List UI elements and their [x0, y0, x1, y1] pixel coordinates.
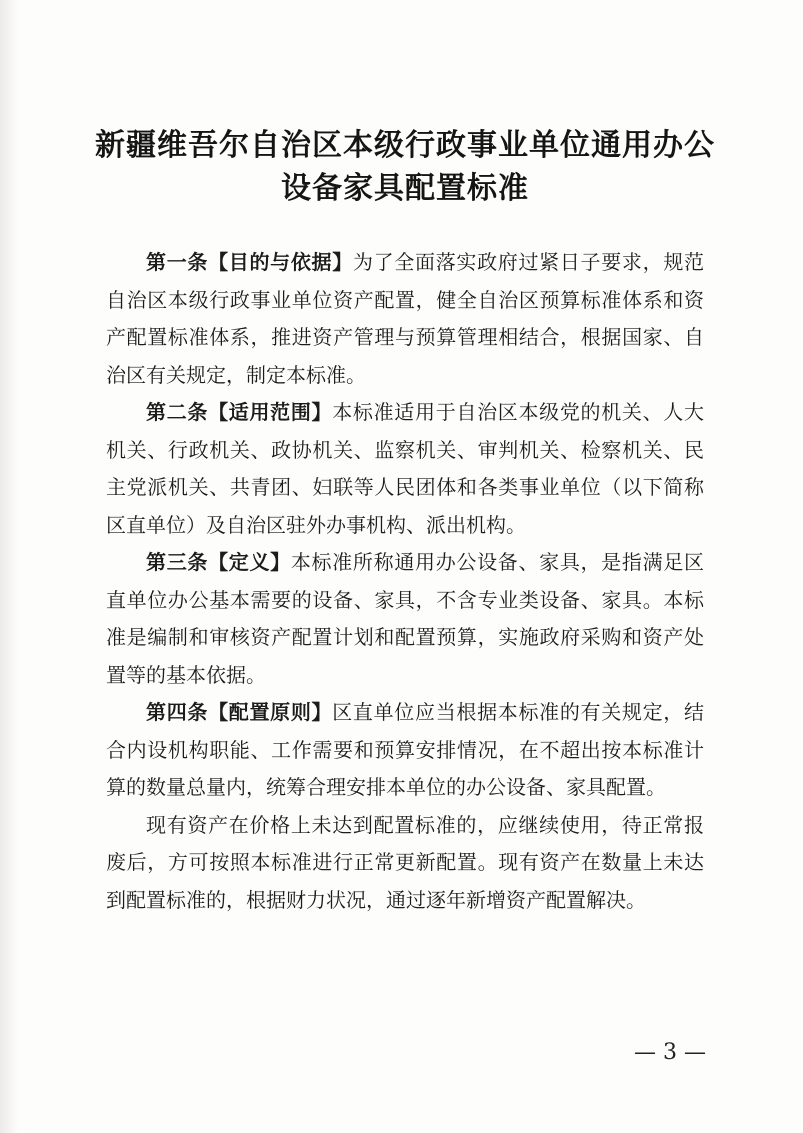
page-number: — 3 — — [634, 1040, 706, 1065]
article-2-paragraph — [106, 394, 704, 544]
article-1-text: 为了全面落实政府过紧日子要求，规范自治区本级行政事业单位资产配置，健全自治区预算标准体系和资产配置标准体系，推进资产管理与预算管理相结合，根据国家、自治区有关规定，制定本标准。 — [106, 250, 705, 387]
document-title-line-1: 新疆维吾尔自治区本级行政事业单位通用办公 — [95, 128, 715, 163]
article-4-text: 区直单位应当根据本标准的有关规定，结合内设机构职能、工作需要和预算安排情况，在不超出按本标准计算的数量总量内，统筹合理安排本单位的办公设备、家具配置。 — [106, 700, 705, 799]
document-body — [106, 244, 704, 919]
article-3-paragraph — [106, 544, 704, 694]
article-4-continuation-text: 现有资产在价格上未达到配置标准的，应继续使用，待正常报废后，方可按照本标准进行正常更新配置。现有资产在数量上未达到配置标准的，根据财力状况，通过逐年新增资产配置解决。 — [106, 812, 704, 912]
article-4-continuation-paragraph — [106, 807, 704, 920]
article-1-paragraph — [106, 244, 704, 394]
article-2-text: 本标准适用于自治区本级党的机关、人大机关、行政机关、政协机关、监察机关、审判机关、检察机关、民主党派机关、共青团、妇联等人民团体和各类事业单位（以下简称区直单位）及自治区驻外办事机构、派出机构。 — [106, 400, 705, 537]
page-edge-shadow — [0, 0, 18, 1133]
article-4-paragraph — [106, 694, 704, 807]
article-2-heading: 第二条【适用范围】 — [146, 400, 333, 424]
document-title-line-2: 设备家具配置标准 — [281, 171, 529, 206]
article-3-text: 本标准所称通用办公设备、家具，是指满足区直单位办公基本需要的设备、家具，不含专业类设备、家具。本标准是编制和审核资产配置计划和配置预算，实施政府采购和资产处置等的基本依据。 — [106, 550, 705, 687]
article-4-heading: 第四条【配置原则】 — [146, 700, 333, 724]
article-3-heading: 第三条【定义】 — [146, 550, 291, 574]
article-1-heading: 第一条【目的与依据】 — [146, 250, 353, 274]
